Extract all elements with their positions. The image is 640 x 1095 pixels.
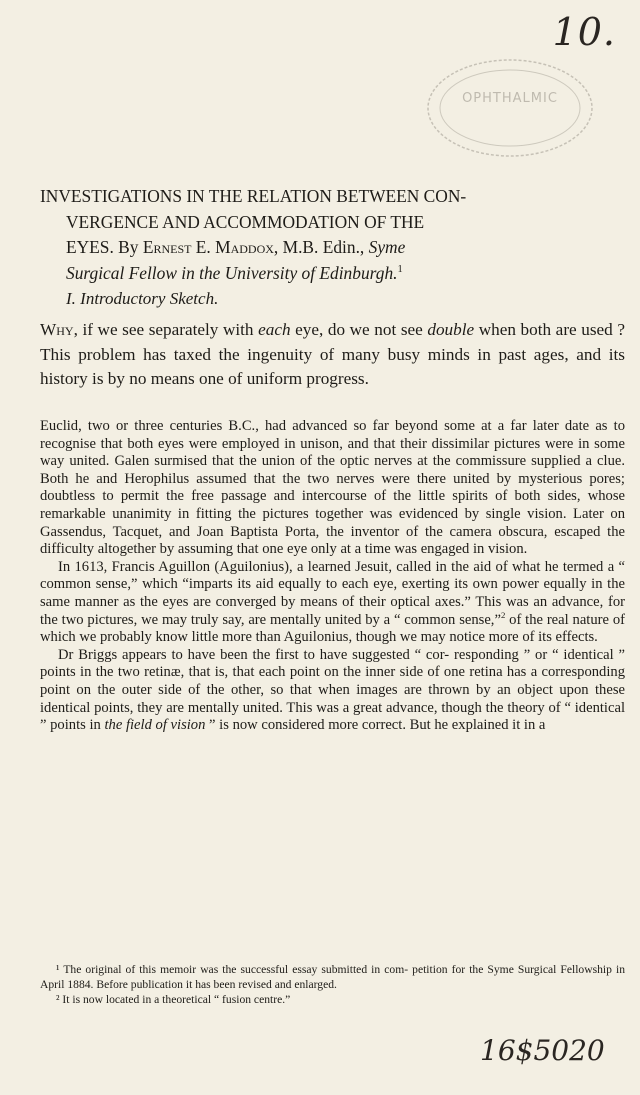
paragraph-euclid: Euclid, two or three centuries B.C., had advanced so far beyond some at a far later date as to recognise that both eyes were employed in unison, and that their dissimilar pictures were in some way united. Galen surmised that the union of the optic nerves at the commissure supplied a clue. Both he and Herophilus assumed that the two nerves were there united by mysterious pores; doubtless to permit the free passage and intercourse of the little spirits of both sides, whose remarkable unanimity in fitting the pictures together was evidenced by single vision. Later on Gassendus, Tacquet, and Joan Baptista Porta, the inventor of the camera obscura, escaped the difficulty altogether by assuming that one eye only at a time was engaged in vision. bbox=[40, 418, 625, 558]
lead-paragraph: Why, if we see separately with each eye, do we not see double when both are used ? This problem has taxed the ingenuity of many busy minds in past ages, and its history is by no means one of uniform progress. bbox=[40, 320, 625, 389]
title-line-2: VERGENCE AND ACCOMMODATION OF THE bbox=[66, 211, 425, 232]
stamp-text: OPHTHALMIC bbox=[462, 91, 558, 106]
footnotes bbox=[40, 962, 625, 1007]
author-name: Ernest E. Maddox bbox=[142, 237, 274, 257]
section-heading: I. Introductory Sketch. bbox=[66, 289, 219, 308]
footnote-marker-1: 1 bbox=[397, 263, 403, 275]
handwritten-catalog-number: 16$5020 bbox=[480, 1034, 605, 1067]
title-line-3: EYES. By Ernest E. Maddox, M.B. Edin., Syme bbox=[66, 237, 406, 257]
library-stamp bbox=[418, 52, 598, 162]
title-line-4: Surgical Fellow in the University of Edinburgh.$^1$ bbox=[66, 262, 403, 283]
footnote-2: ² It is now located in a theoretical “ fusion centre.” bbox=[56, 993, 291, 1006]
paragraph-briggs: Dr Briggs appears to have been the first to have suggested “ cor- responding ” or “ identical ” points in the two retinæ, that is, that each point on the inner side of one retina has a corresponding point on the outer side of the other, so that when images are thrown by an object upon these identical points, they are mentally united. This was a great advance, though the theory of “ identical ” points in the field of vision ” is now considered more correct. But he explained it in a bbox=[40, 646, 625, 734]
title-line-1: INVESTIGATIONS IN THE RELATION BETWEEN CON- bbox=[40, 186, 467, 206]
footnote-marker-2: 2 bbox=[500, 609, 506, 620]
paragraph-aguilonius: In 1613, Francis Aguillon (Aguilonius), a learned Jesuit, called in the aid of what he termed a “ common sense,” which “imparts its aid equally to each eye, exerting its own power equally in the same manner as the eyes are converged by means of their optical axes.” This was an advance, for the two pictures, we may truly say, are mentally united by a “ common sense,”$^2$ of the real nature of which we probably know little more than Aguilonius, though we may notice more of its effects. bbox=[40, 558, 625, 646]
body-text bbox=[40, 418, 625, 735]
handwritten-page-mark: 10. bbox=[552, 10, 616, 54]
article-title bbox=[40, 184, 625, 286]
footnote-1: ¹ The original of this memoir was the successful essay submitted in com- petition for the Syme Surgical Fellowship in April 1884. Before publication it has been revised and enlarged. bbox=[40, 963, 625, 991]
